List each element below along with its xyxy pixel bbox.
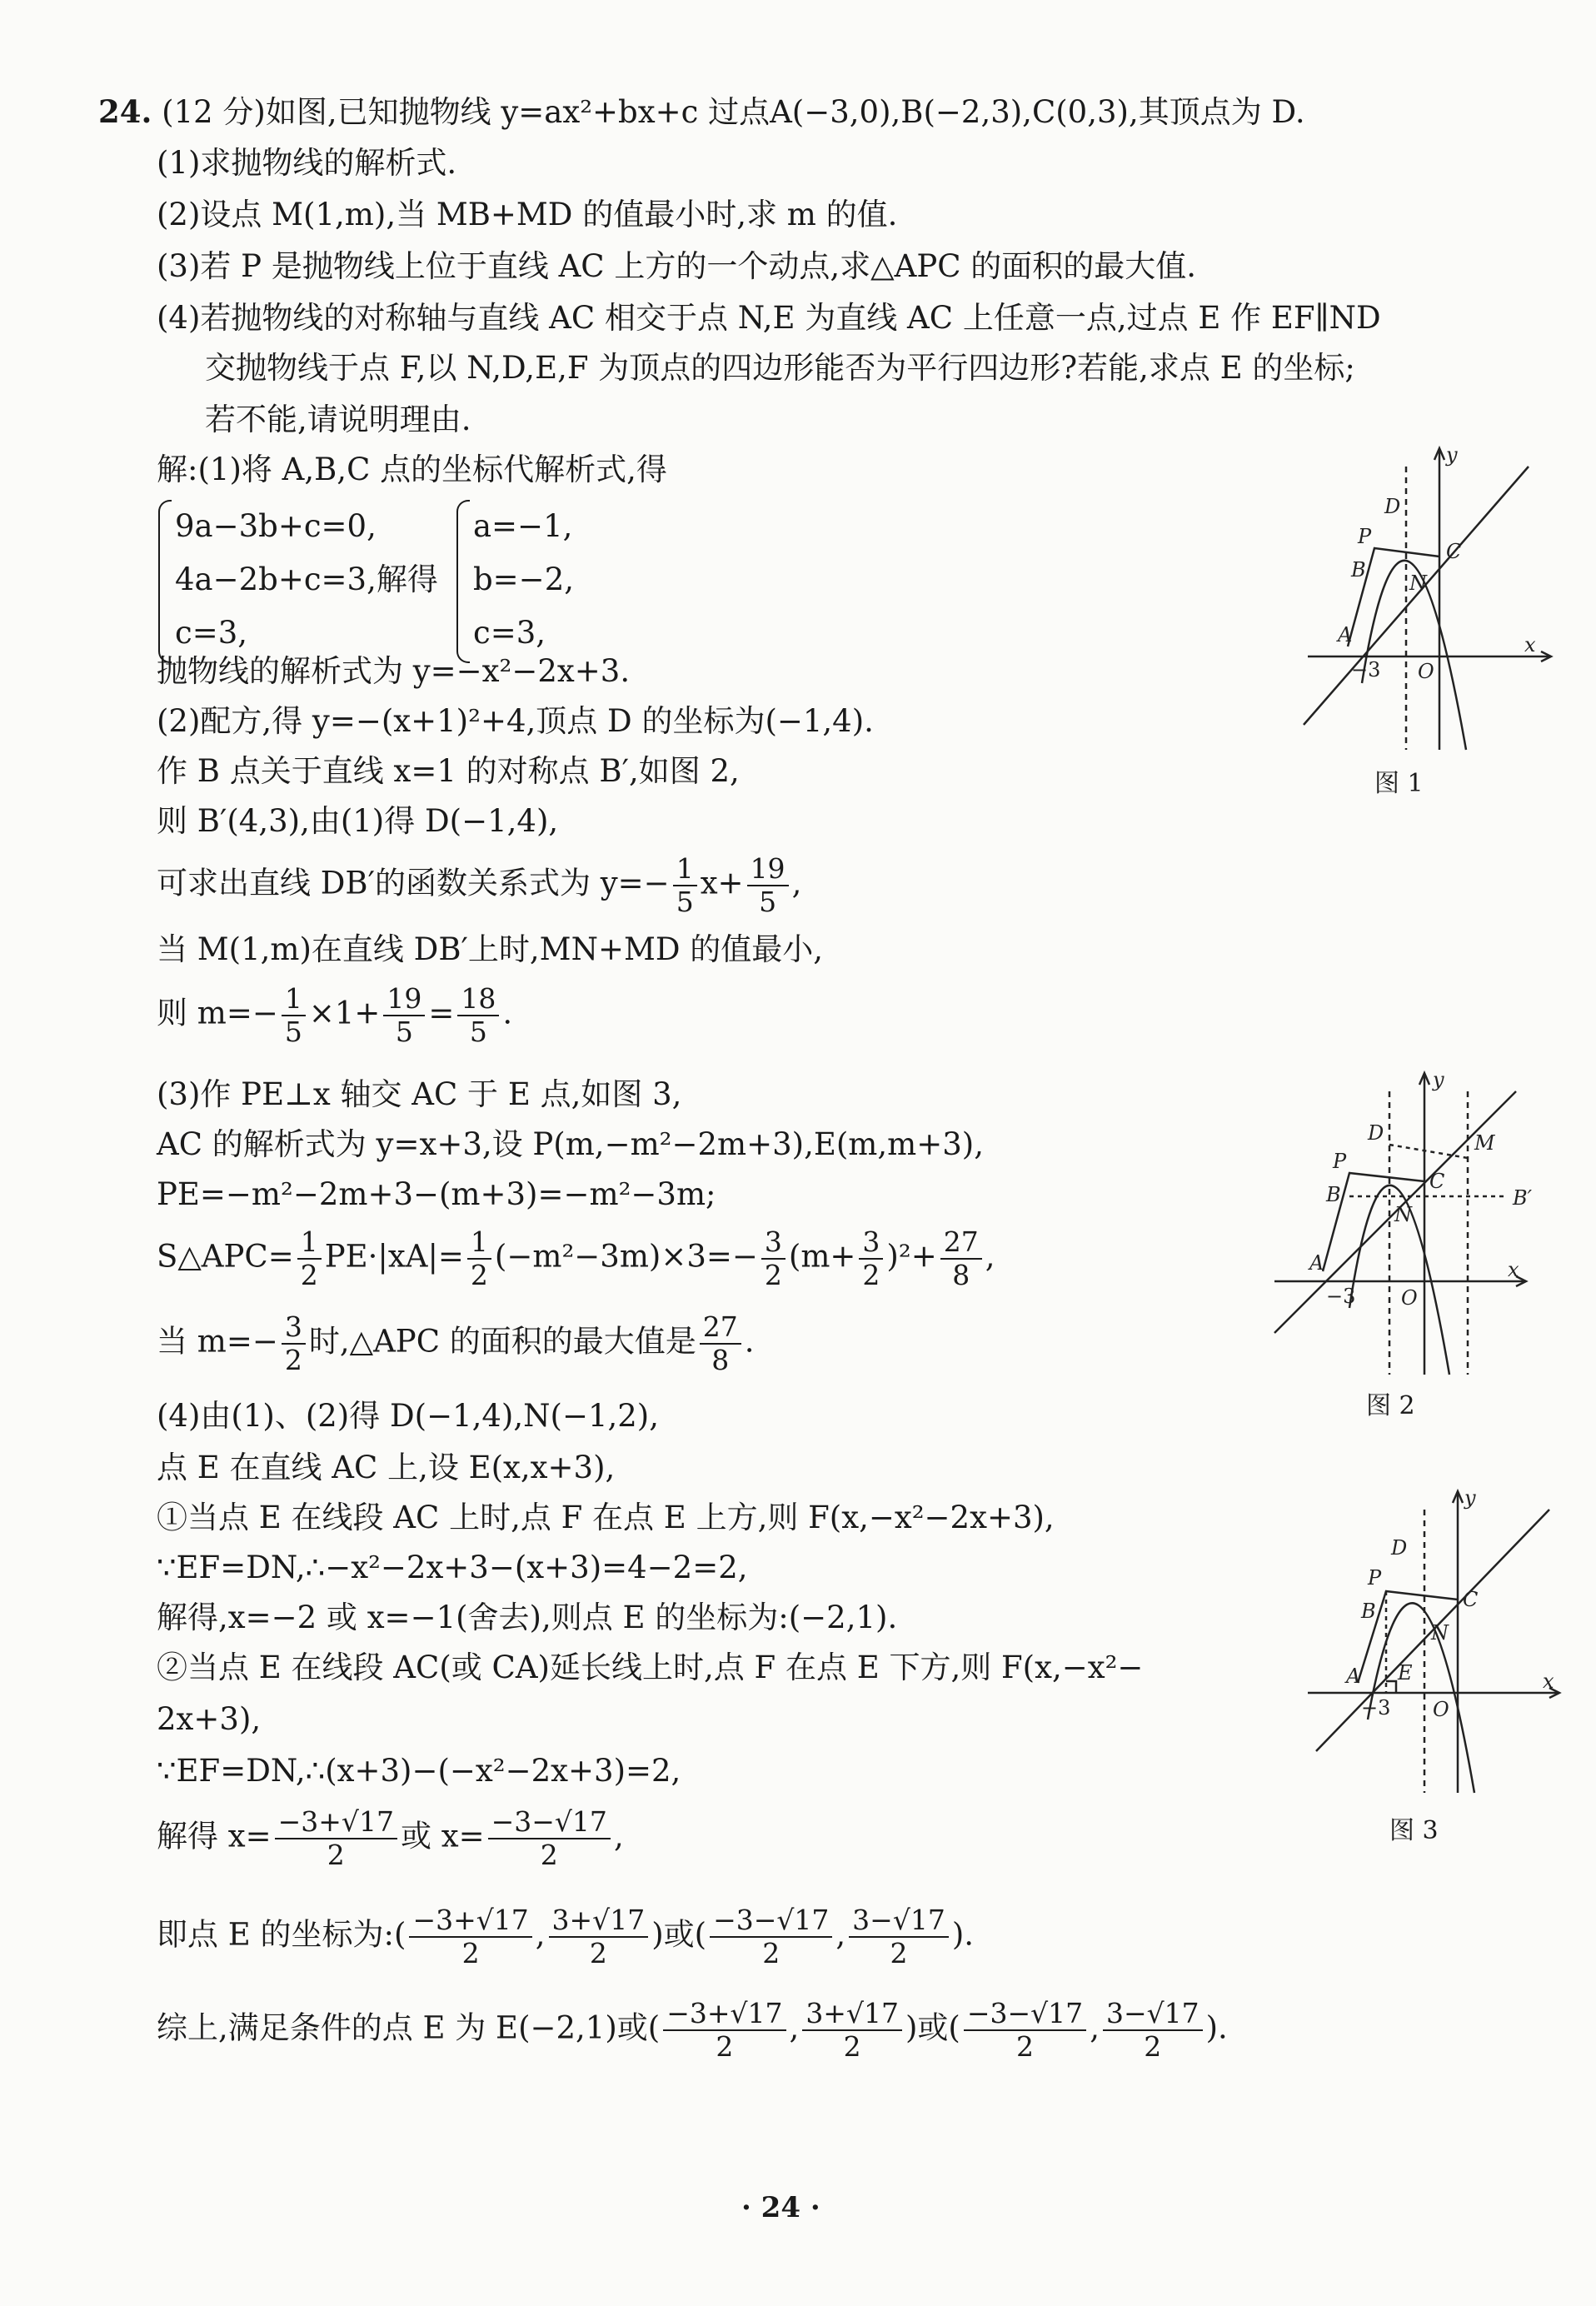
fraction: $\frac{3}{2}$ [282,1311,306,1376]
result-a: a=−1, [473,508,573,544]
label-c: C [1429,1170,1445,1193]
fraction: $\frac{3+√17}{2}$ [802,1998,902,2063]
solution-step-7: 当 M(1,m)在直线 DB′上时,MN+MD 的值最小, [157,931,824,967]
label-d: D [1384,495,1401,518]
solution-step-21: ∵EF=DN,∴(x+3)−(−x²−2x+3)=2, [157,1753,681,1789]
label-y: y [1446,443,1458,467]
label-a: A [1309,1251,1324,1275]
label-a: A [1338,623,1353,646]
solution-step-12: S△APC= $\frac{1}{2}$ PE·|xA|= $\frac{1}{2}$ (−m²−3m)×3=− $\frac{3}{2}$ (m+ $\frac{3}{2}$ )²+ $\frac{27}{8}$ , [157,1225,995,1291]
system-row-2: 4a−2b+c=3,解得 [175,562,438,597]
figure-1 [1291,442,1566,758]
figure-3-graph [1299,1485,1574,1801]
label-minus-3: −3 [1351,658,1381,681]
figure-2-graph [1266,1066,1541,1383]
solution-step-17: ∵EF=DN,∴−x²−2x+3−(x+3)=4−2=2, [157,1550,748,1585]
fraction: $\frac{19}{5}$ [383,983,425,1048]
solution-step-18: 解得,x=−2 或 x=−1(舍去),则点 E 的坐标为:(−2,1). [157,1600,898,1635]
solution-step-22: 解得 x= $\frac{-3+√17}{2}$ 或 x= $\frac{-3-√17}{2}$ , [157,1805,624,1871]
label-p: P [1358,525,1372,548]
fraction: $\frac{19}{5}$ [747,853,789,918]
label-o: O [1418,660,1434,683]
solution-step-10: AC 的解析式为 y=x+3,设 P(m,−m²−2m+3),E(m,m+3), [157,1126,984,1162]
line-ac [1304,467,1529,725]
label-d: D [1368,1121,1384,1145]
figure-2-caption: 图 2 [1366,1391,1415,1420]
problem-stem: 24. (12 分)如图,已知抛物线 y=ax²+bx+c 过点A(−3,0),B(−2,3),C(0,3),其顶点为 D. [98,93,1305,130]
label-b: B [1361,1600,1376,1623]
fraction: $\frac{-3+√17}{2}$ [663,1998,786,2063]
right-angle-mark [1386,1681,1396,1693]
figure-3-caption: 图 3 [1389,1816,1439,1845]
label-b: B [1351,558,1366,581]
solution-step-19: ②当点 E 在线段 AC(或 CA)延长线上时,点 F 在点 E 下方,则 F(x,−x²− [157,1650,1144,1685]
label-m: M [1474,1131,1495,1155]
label-d: D [1391,1536,1408,1560]
fraction: $\frac{18}{5}$ [457,983,499,1048]
figure-1-caption: 图 1 [1374,769,1424,798]
fraction: $\frac{3-√17}{2}$ [1103,1998,1203,2063]
label-a: A [1346,1665,1361,1688]
solution-step-16: ①当点 E 在线段 AC 上时,点 F 在点 E 上方,则 F(x,−x²−2x+3), [157,1500,1055,1535]
label-c: C [1463,1588,1479,1611]
fraction: $\frac{1}{2}$ [297,1226,322,1291]
brace-left [158,500,172,663]
fraction: $\frac{-3+√17}{2}$ [409,1904,531,1969]
question-4-line-1: (4)若抛物线的对称轴与直线 AC 相交于点 N,E 为直线 AC 上任意一点,过点 E 作 EF∥ND [157,300,1381,336]
fraction: $\frac{-3-√17}{2}$ [710,1904,832,1969]
label-n: N [1409,572,1427,595]
equation-system-left [158,500,438,660]
solution-step-13: 当 m=− $\frac{3}{2}$ 时,△APC 的面积的最大值是 $\frac{27}{8}$ . [157,1310,755,1376]
question-4-line-3: 若不能,请说明理由. [205,402,471,437]
solution-step-15: 点 E 在直线 AC 上,设 E(x,x+3), [157,1450,616,1485]
solution-step-23: 即点 E 的坐标为:( $\frac{-3+√17}{2}$ , $\frac{3+√17}{2}$ )或( $\frac{-3-√17}{2}$ , $\frac{3-√17}{2}$ ). [157,1904,975,1969]
label-e: E [1398,1661,1413,1685]
fraction: $\frac{1}{5}$ [282,983,306,1048]
fraction: $\frac{3-√17}{2}$ [849,1904,949,1969]
figure-1-graph [1291,442,1566,758]
question-1: (1)求抛物线的解析式. [157,145,457,181]
question-2: (2)设点 M(1,m),当 MB+MD 的值最小时,求 m 的值. [157,197,898,232]
fraction: $\frac{3}{2}$ [859,1226,883,1291]
fraction: $\frac{27}{8}$ [940,1226,982,1291]
figure-2 [1266,1066,1541,1383]
label-b-prime: B′ [1513,1186,1533,1210]
system-row-1: 9a−3b+c=0, [175,508,377,544]
label-minus-3: −3 [1326,1285,1356,1308]
label-o: O [1433,1698,1449,1721]
problem-number: 24. [98,93,152,130]
label-minus-3: −3 [1361,1696,1391,1720]
solution-step-24: 综上,满足条件的点 E 为 E(−2,1)或( $\frac{-3+√17}{2}$ , $\frac{3+√17}{2}$ )或( $\frac{-3-√17}{2}$ , $\frac{3-√17}{2}$ ). [157,1997,1228,2063]
question-4-line-2: 交抛物线于点 F,以 N,D,E,F 为顶点的四边形能否为平行四边形?若能,求点 E 的坐标; [205,350,1355,386]
solution-step-20: 2x+3), [157,1701,262,1737]
solution-step-5: 则 B′(4,3),由(1)得 D(−1,4), [157,803,559,839]
figure-3 [1299,1485,1574,1801]
question-3: (3)若 P 是抛物线上位于直线 AC 上方的一个动点,求△APC 的面积的最大值. [157,248,1197,284]
system-row-3: c=3, [175,615,248,651]
solution-step-14: (4)由(1)、(2)得 D(−1,4),N(−1,2), [157,1398,659,1434]
fraction: $\frac{1}{5}$ [673,853,697,918]
fraction: $\frac{3+√17}{2}$ [549,1904,649,1969]
result-b: b=−2, [473,562,574,597]
label-o: O [1401,1286,1418,1310]
brace-right [456,500,470,663]
fraction: $\frac{-3-√17}{2}$ [964,1998,1086,2063]
label-y: y [1433,1068,1444,1091]
equation-system-right [456,500,574,660]
label-x: x [1543,1670,1554,1693]
solution-step-1: 解:(1)将 A,B,C 点的坐标代解析式,得 [157,452,667,487]
solution-step-2: 抛物线的解析式为 y=−x²−2x+3. [157,653,631,689]
fraction: $\frac{3}{2}$ [761,1226,786,1291]
solution-step-6: 可求出直线 DB′的函数关系式为 y=− $\frac{1}{5}$ x+ $\frac{19}{5}$ , [157,852,802,918]
solution-step-8: 则 m=− $\frac{1}{5}$ ×1+ $\frac{19}{5}$ = $\frac{18}{5}$ . [157,982,513,1048]
fraction: $\frac{1}{2}$ [467,1226,491,1291]
solution-step-3: (2)配方,得 y=−(x+1)²+4,顶点 D 的坐标为(−1,4). [157,703,874,739]
fraction: $\frac{27}{8}$ [700,1311,741,1376]
solution-step-4: 作 B 点关于直线 x=1 的对称点 B′,如图 2, [157,753,740,789]
label-c: C [1446,540,1462,563]
label-x: x [1508,1258,1519,1281]
label-n: N [1431,1621,1449,1645]
fraction: $\frac{-3+√17}{2}$ [275,1806,397,1871]
label-x: x [1524,633,1536,656]
page-number: · 24 · [741,2191,820,2224]
solution-step-11: PE=−m²−2m+3−(m+3)=−m²−3m; [157,1176,716,1212]
label-p: P [1333,1150,1347,1173]
result-c: c=3, [473,615,546,651]
label-b: B [1326,1183,1341,1206]
label-y: y [1464,1486,1476,1510]
solution-step-9: (3)作 PE⊥x 轴交 AC 于 E 点,如图 3, [157,1076,682,1112]
label-n: N [1394,1203,1412,1226]
fraction: $\frac{-3-√17}{2}$ [488,1806,611,1871]
label-p: P [1368,1566,1382,1590]
